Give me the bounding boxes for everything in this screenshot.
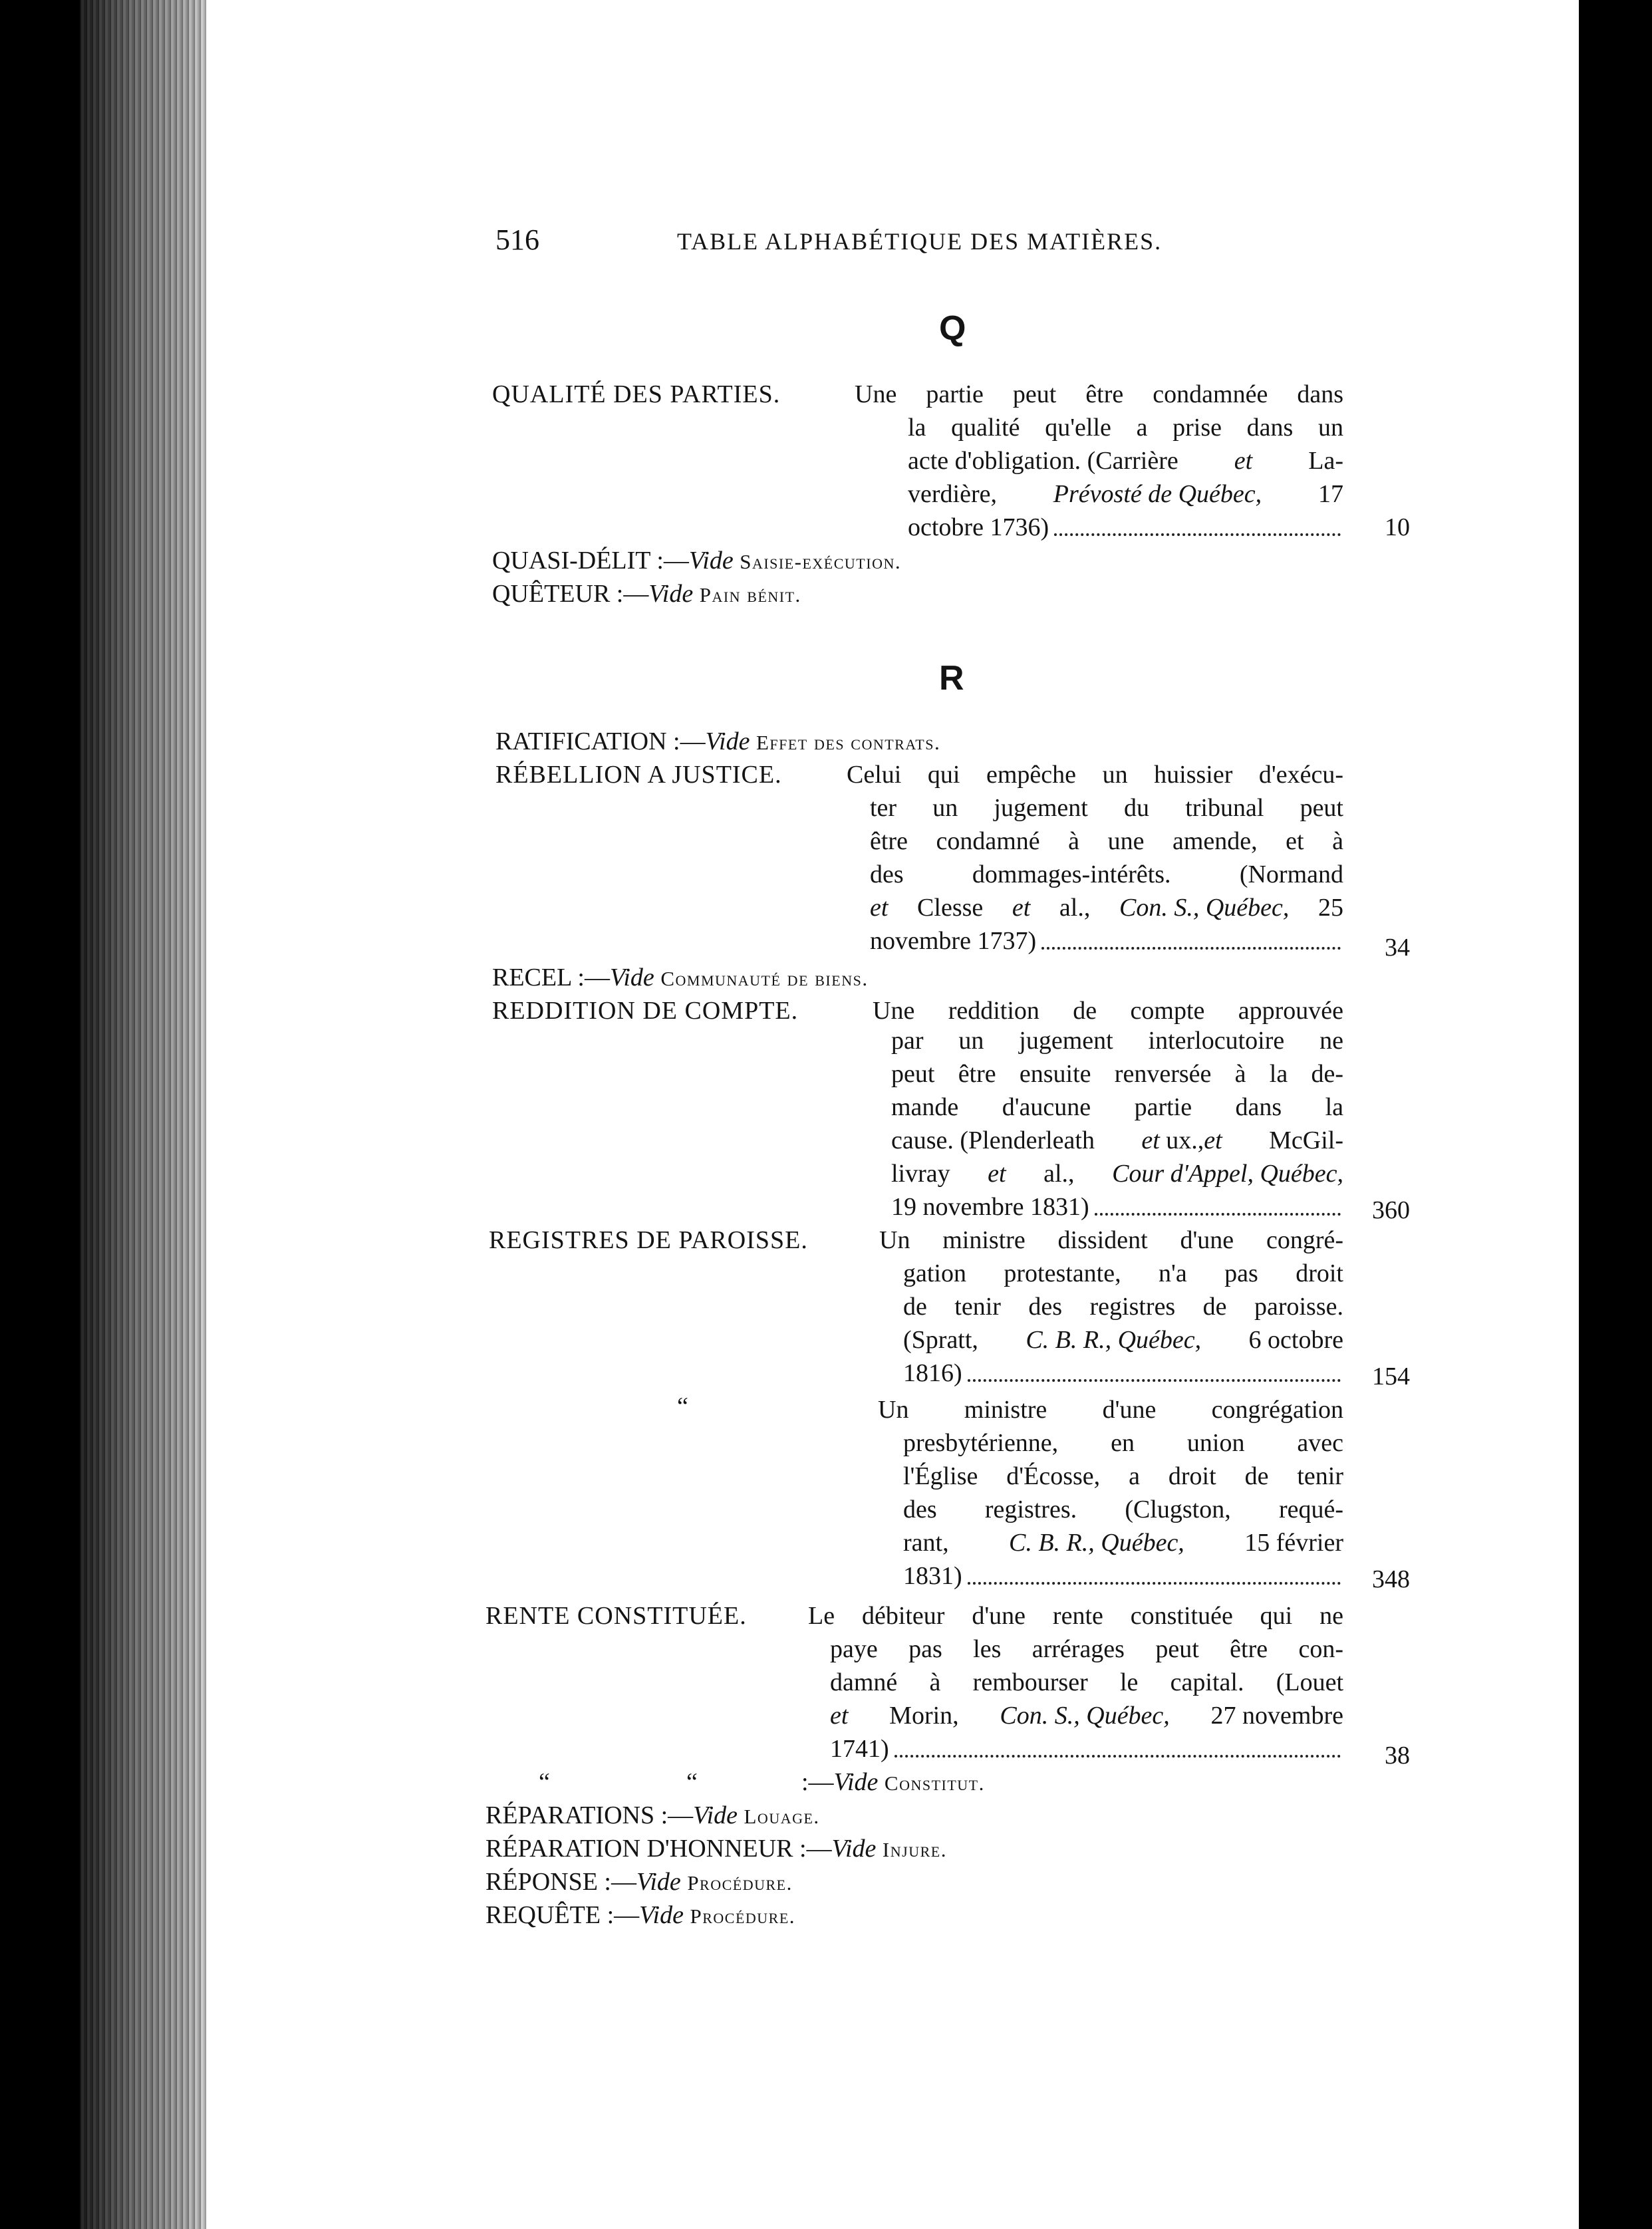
entry-text-line: 1816) (903, 1357, 1343, 1390)
entry-text-line: livray et al., Cour d'Appel, Québec, (891, 1160, 1343, 1188)
entry-text-line: octobre 1736) (908, 511, 1343, 544)
entry-quasi-delit: QUASI-DÉLIT :—Vide Saisie-exécution. (492, 547, 902, 575)
entry-text-line: Celui qui empêche un huissier d'exécu- (847, 761, 1343, 789)
ditto-mark: “ (677, 1392, 688, 1420)
entry-text-line: être condamné à une amende, et à (870, 827, 1343, 855)
entry-text-line: paye pas les arrérages peut être con- (830, 1635, 1343, 1663)
entry-page-ref: 360 (1372, 1196, 1410, 1224)
running-title: TABLE ALPHABÉTIQUE DES MATIÈRES. (677, 228, 1163, 255)
section-letter-r: R (939, 659, 964, 698)
entry-text-line: de tenir des registres de paroisse. (903, 1293, 1343, 1321)
entry-page-ref: 34 (1385, 934, 1410, 962)
entry-heading: QUALITÉ DES PARTIES. (492, 380, 781, 408)
entry-page-ref: 348 (1372, 1565, 1410, 1593)
entry-page-ref: 10 (1385, 513, 1410, 541)
entry-text-line: (Spratt, C. B. R., Québec, 6 octobre (903, 1326, 1343, 1354)
entry-reparations: RÉPARATIONS :—Vide Louage. (485, 1801, 820, 1829)
page: 516 TABLE ALPHABÉTIQUE DES MATIÈRES. Q QUALITÉ DES PARTIES. Une partie peut être condamnée dans la qualité qu'elle a prise dans un acte d'obligation. (Carrière et La- verdière, Prévosté de Québec, 17 octobre 1736) 10 QUASI-DÉLIT :—Vide Saisie-exécution. QUÊTEUR :—Vide Pain bénit. R RATIFICATION :—Vide Effet des contrats. RÉBELLION A JUSTICE. Celui qui empêche un huissier d'exécu- ter un jugement du tribunal peut être condamné à une amende, et à des dommages-intérêts. (Normand et Clesse et al., Con. S., Québec, 25 novembre 1737) 34 RECEL :—Vide Communauté de biens. REDDITION DE COMPTE. Une reddition de compte approuvée par un jugement interlocutoire ne peut être ensuite renversée à la de- mande d'aucune partie dans la cause. (Plenderleath et ux.,et McGil- livray et al., Cour d'Appel, Québec, 19 novembre 1831) 360 REGISTRES DE PAROISSE. Un ministre dissident d'une congré- gation protestante, n'a pas droit de tenir des registres de paroisse. (Spratt, C. B. R., Québec, 6 octobre 1816) 154 “ Un ministre d'une congrégation presbytérienne, en union avec l'Église d'Écosse, a droit de tenir des registres. (Clugston, requé- rant, C. B. R., Québec, 15 février 1831) 348 RENTE CONSTITUÉE. Le débiteur d'une rente constituée qui ne paye pas les arrérages peut être con- damné à rembourser le capital. (Louet et Morin, Con. S., Québec, 27 novembre 1741) 38 “ “ :—Vide Constitut. RÉPARATIONS :—Vide Louage. RÉPARATION D'HONNEUR :—Vide Injure. RÉPONSE :—Vide Procédure. REQUÊTE :—Vide Procédure. (0, 0, 1652, 2229)
entry-reponse: RÉPONSE :—Vide Procédure. (485, 1868, 793, 1896)
book-spine (80, 0, 206, 2229)
entry-text-line: verdière, Prévosté de Québec, 17 (908, 480, 1343, 508)
entry-text-line: 1831) (903, 1559, 1343, 1593)
entry-recel: RECEL :—Vide Communauté de biens. (492, 964, 869, 991)
entry-text-line: 19 novembre 1831) (891, 1190, 1343, 1224)
entry-text-line: peut être ensuite renversée à la de- (891, 1060, 1343, 1088)
entry-text-line: gation protestante, n'a pas droit (903, 1259, 1343, 1287)
entry-text-line: par un jugement interlocutoire ne (891, 1027, 1343, 1055)
entry-text-line: Un ministre d'une congrégation (878, 1396, 1343, 1424)
entry-page-ref: 38 (1385, 1742, 1410, 1770)
entry-text-line: Une partie peut être condamnée dans (855, 380, 1343, 408)
entry-text-line: la qualité qu'elle a prise dans un (908, 414, 1343, 442)
entry-text-line: damné à rembourser le capital. (Louet (830, 1668, 1343, 1696)
entry-queteur: QUÊTEUR :—Vide Pain bénit. (492, 580, 801, 608)
entry-text-line: ter un jugement du tribunal peut (870, 794, 1343, 822)
entry-text-line: rant, C. B. R., Québec, 15 février (903, 1529, 1343, 1557)
entry-text-line: cause. (Plenderleath et ux.,et McGil- (891, 1126, 1343, 1154)
entry-text-line: et Morin, Con. S., Québec, 27 novembre (830, 1702, 1343, 1730)
entry-heading: REGISTRES DE PAROISSE. (489, 1226, 808, 1254)
entry-text-line: Le débiteur d'une rente constituée qui ne (808, 1602, 1343, 1630)
entry-ratification: RATIFICATION :—Vide Effet des contrats. (495, 727, 941, 755)
entry-page-ref: 154 (1372, 1363, 1410, 1390)
page-number: 516 (495, 223, 539, 256)
entry-text-line: mande d'aucune partie dans la (891, 1093, 1343, 1121)
section-letter-q: Q (939, 309, 966, 348)
entry-text-line: Une reddition de compte approuvée (873, 997, 1343, 1025)
entry-heading: REDDITION DE COMPTE. (492, 997, 799, 1025)
entry-text-line: novembre 1737) (870, 924, 1343, 958)
entry-text-line: l'Église d'Écosse, a droit de tenir (903, 1462, 1343, 1490)
entry-text-line: et Clesse et al., Con. S., Québec, 25 (870, 894, 1343, 922)
entry-text-line: acte d'obligation. (Carrière et La- (908, 447, 1343, 475)
entry-text-line: des dommages-intérêts. (Normand (870, 860, 1343, 888)
entry-text-line: des registres. (Clugston, requé- (903, 1496, 1343, 1523)
entry-reparation-d-honneur: RÉPARATION D'HONNEUR :—Vide Injure. (485, 1835, 947, 1863)
dark-margin (1579, 0, 1652, 2229)
entry-heading: RENTE CONSTITUÉE. (485, 1602, 747, 1630)
entry-text-line: Un ministre dissident d'une congré- (879, 1226, 1343, 1254)
entry-text-line: 1741) (830, 1732, 1343, 1766)
entry-text-line: presbytérienne, en union avec (903, 1429, 1343, 1457)
entry-requete: REQUÊTE :—Vide Procédure. (485, 1901, 796, 1929)
entry-heading: RÉBELLION A JUSTICE. (495, 761, 782, 789)
